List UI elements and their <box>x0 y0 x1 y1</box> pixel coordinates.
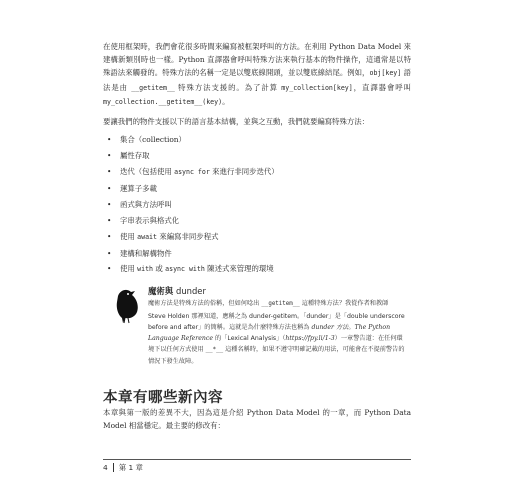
inline-code: async with <box>165 265 205 274</box>
list-item-text: 使用 <box>120 264 138 274</box>
page-number: 4 <box>103 463 108 472</box>
footer-separator <box>113 463 114 472</box>
sidebar-title-en: dunder <box>176 286 206 297</box>
text-segment: 語法是由 <box>103 68 411 92</box>
list-item-text: 陳述式來管理的環境 <box>204 264 274 274</box>
inline-code: my_collection.__getitem__(key) <box>103 97 223 106</box>
italic-term: dunder 方法 <box>311 323 349 331</box>
sidebar-title <box>148 284 406 298</box>
sidebar-text <box>148 298 406 367</box>
list-item <box>103 229 411 246</box>
list-item-text: 迭代（包括使用 <box>120 167 175 177</box>
page-footer <box>103 462 143 473</box>
list-item-text: 或 <box>153 264 166 274</box>
section-heading: 本章有哪些新內容 <box>103 390 223 406</box>
list-item-text: 建構和解構物件 <box>120 248 172 258</box>
text-segment: 。 <box>348 323 355 331</box>
list-item-text: 來進行非同步迭代） <box>209 167 279 177</box>
list-item <box>103 164 411 181</box>
list-item-text: 字串表示與格式化 <box>120 215 180 225</box>
list-item-text: 使用 <box>120 231 138 241</box>
book-title: The Python Language Reference <box>148 323 391 342</box>
text-segment: 魔術方法是特殊方法的俗稱，但如何唸出 <box>148 300 262 308</box>
inline-code: async for <box>174 168 210 177</box>
intro-paragraph <box>103 40 411 109</box>
list-item <box>103 181 411 197</box>
list-item-text: 函式與方法呼叫 <box>120 199 172 209</box>
sidebar-title-zh: 魔術與 <box>148 286 177 297</box>
list-item <box>103 246 411 262</box>
crow-icon <box>113 286 143 324</box>
page-content <box>103 40 411 394</box>
inline-code: obj[key] <box>369 69 402 78</box>
list-item-text: 運算子多載 <box>120 183 157 193</box>
text-segment: 。 <box>222 96 230 106</box>
inline-code: __*__ <box>205 347 224 354</box>
footer-divider <box>103 459 411 460</box>
text-segment: 在使用框架時，我們會花很多時間來編寫被框架呼叫的方法。在利用 Python Data Model 來建構新類別時也一樣。Python 直譯器會呼叫特殊方法來執行基本的物件操作，這通常是以特殊語法來觸發的。特殊方法的名稱一定是以雙底線開頭，並以雙底線結尾。例如， <box>103 42 411 78</box>
text-segment: 這種名稱時，如果不遵守明確記載的用法，可能會在不提前警告的情況下發生故障。 <box>148 346 405 366</box>
list-item-text: 集合（collection） <box>120 135 186 145</box>
sidebar-body <box>148 284 406 367</box>
list-item <box>103 132 411 148</box>
chapter-label: 第 1 章 <box>118 463 143 472</box>
inline-code: my_collection[key] <box>281 83 353 92</box>
list-item-text: 來編寫非同步程式 <box>157 231 219 241</box>
feature-list <box>103 132 411 278</box>
list-item <box>103 148 411 164</box>
text-segment: 這種特殊方法？我從作者和教師 Steve Holden 那裡知道，應稱之為 dunder-getitem。「dunder」是「double underscore before and after」的簡稱。這就是為什麼特殊方法也稱為 <box>148 300 405 331</box>
list-item <box>103 197 411 213</box>
dunder-sidebar <box>103 284 411 394</box>
list-item <box>103 261 411 278</box>
section-paragraph: 本章與第一版的差異不大，因為這是介紹 Python Data Model 的一章，而 Python Data Model 相當穩定。最主要的修改有： <box>103 408 411 431</box>
text-segment: ）一章警告道：在任何環境下以任何方式使用 <box>148 334 403 354</box>
list-item-text: 屬性存取 <box>120 151 150 161</box>
text-segment: ，直譯器會呼叫 <box>352 82 411 92</box>
reference-link[interactable]: https://fpy.li/1-3 <box>285 334 335 342</box>
lead-in-paragraph: 要讓我們的物件支援以下的語言基本結構，並與之互動，我們就要編寫特殊方法： <box>103 117 370 127</box>
text-segment: 的「Lexical Analysis」（ <box>213 334 286 342</box>
inline-code: with <box>137 265 154 274</box>
inline-code: __getitem__ <box>131 83 175 92</box>
text-segment: 特殊方法支援的。為了計算 <box>174 82 282 92</box>
inline-code: await <box>137 232 157 241</box>
list-item <box>103 213 411 229</box>
inline-code: __getitem__ <box>261 301 300 308</box>
